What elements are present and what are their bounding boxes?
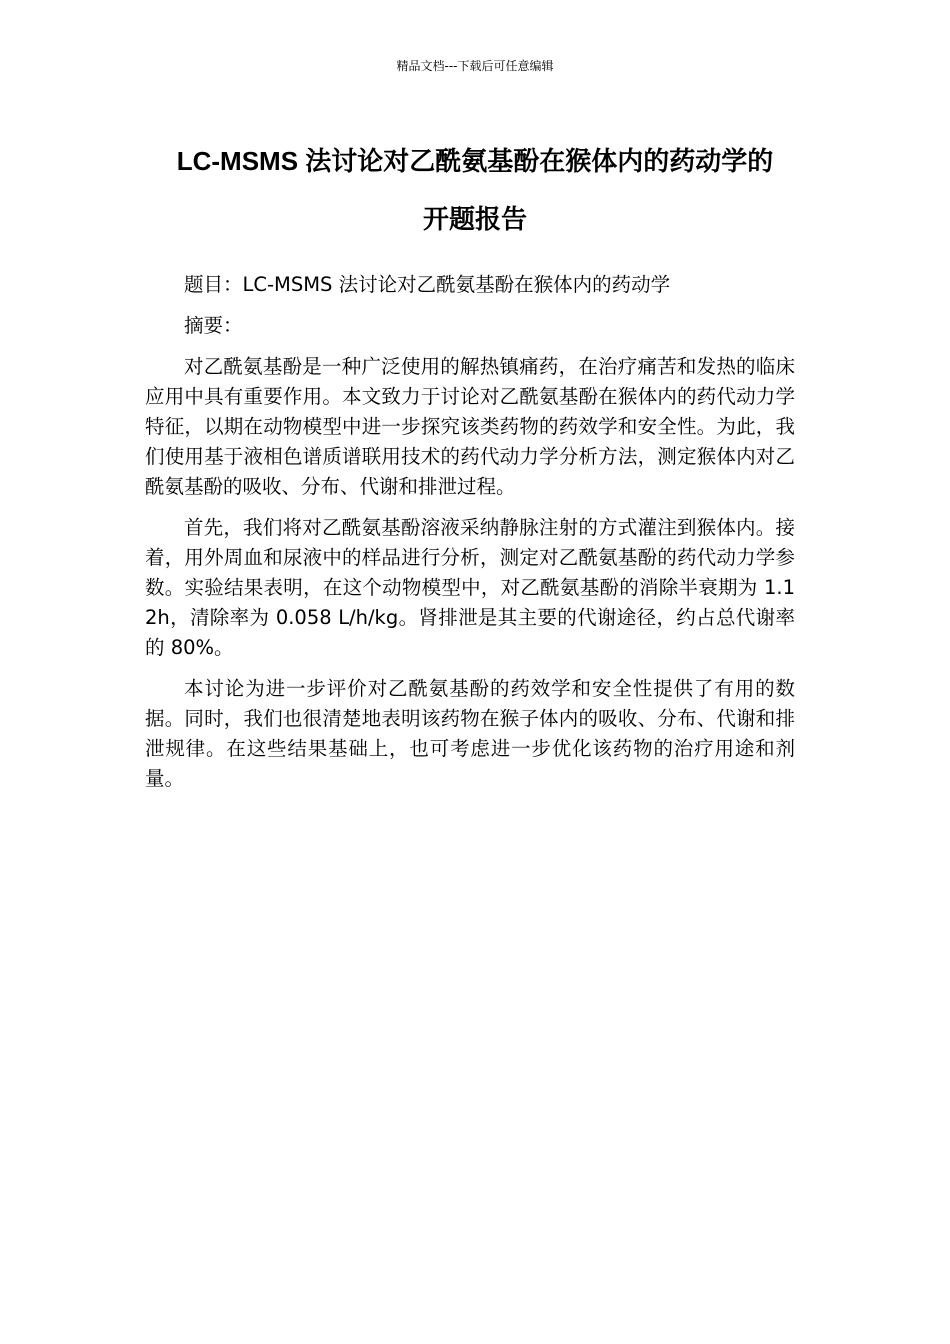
subject-row: [145, 270, 795, 300]
abstract-label: 摘要：: [184, 314, 243, 337]
header-note: 精品文档---下载后可任意编辑: [396, 59, 554, 73]
document-title: [120, 132, 830, 248]
paragraph-2: 首先，我们将对乙酰氨基酚溶液采纳静脉注射的方式灌注到猴体内。接着，用外周血和尿液中的样品进行分析，测定对乙酰氨基酚的药代动力学参数。实验结果表明，在这个动物模型中，对乙酰氨基酚的消除半衰期为 1.12h，清除率为 0.058 L/h/kg。肾排泄是其主要的代谢途径，约占总代谢率的 80%。: [145, 516, 795, 659]
subject-text: LC-MSMS 法讨论对乙酰氨基酚在猴体内的药动学: [242, 273, 671, 296]
title-line-1: LC-MSMS 法讨论对乙酰氨基酚在猴体内的药动学的: [176, 146, 774, 176]
subject-label: 题目：: [184, 273, 243, 296]
paragraph-3: 本讨论为进一步评价对乙酰氨基酚的药效学和安全性提供了有用的数据。同时，我们也很清楚地表明该药物在猴子体内的吸收、分布、代谢和排泄规律。在这些结果基础上，也可考虑进一步优化该药物的治疗用途和剂量。: [145, 677, 795, 790]
document-body: [145, 270, 795, 805]
paragraph-1: 对乙酰氨基酚是一种广泛使用的解热镇痛药，在治疗痛苦和发热的临床应用中具有重要作用。本文致力于讨论对乙酰氨基酚在猴体内的药代动力学特征，以期在动物模型中进一步探究该类药物的药效学和安全性。为此，我们使用基于液相色谱质谱联用技术的药代动力学分析方法，测定猴体内对乙酰氨基酚的吸收、分布、代谢和排泄过程。: [145, 355, 795, 498]
title-line-2: 开题报告: [422, 204, 527, 234]
